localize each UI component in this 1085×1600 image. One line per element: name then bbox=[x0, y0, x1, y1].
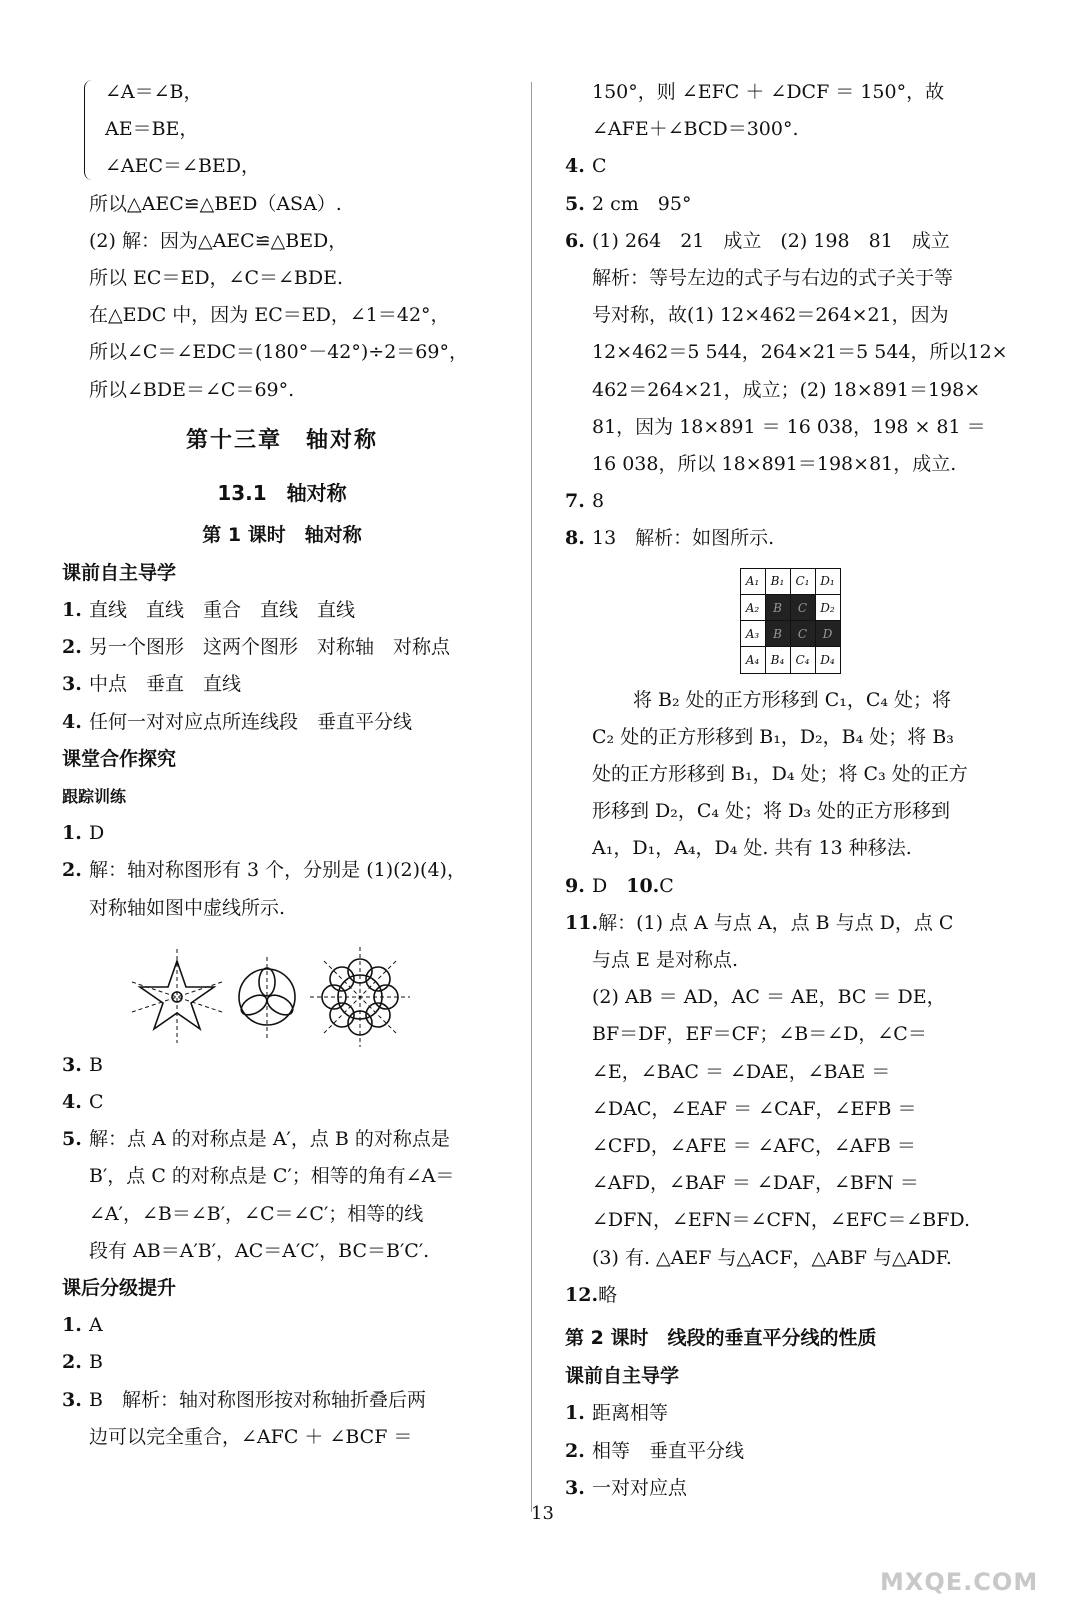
text-line: (2) AB ＝ AD，AC ＝ AE，BC ＝ DE， bbox=[592, 986, 946, 1009]
item-number: 1. bbox=[565, 1402, 585, 1425]
answer-item bbox=[565, 186, 1015, 223]
answer-item bbox=[62, 852, 502, 889]
text-line: ∠CFD，∠AFE ＝ ∠AFC，∠AFB ＝ bbox=[592, 1135, 916, 1158]
answer-item bbox=[62, 1307, 502, 1344]
square-grid-figure bbox=[565, 568, 1015, 674]
item-number: 3. bbox=[62, 1053, 82, 1076]
item-number: 4. bbox=[565, 155, 585, 178]
answer-item bbox=[565, 148, 1015, 185]
track-heading: 跟踪训练 bbox=[62, 787, 127, 807]
text-line: 所以 EC＝ED，∠C＝∠BDE. bbox=[89, 267, 344, 290]
text-line: 处的正方形移到 B₁，D₄ 处；将 C₃ 处的正方 bbox=[592, 763, 968, 786]
item-number: 11. bbox=[565, 911, 599, 934]
grid-cell-filled: C bbox=[790, 621, 815, 647]
text-line: BF＝DF，EF＝CF；∠B＝∠D，∠C＝ bbox=[592, 1023, 927, 1046]
item-text: 8 bbox=[592, 490, 605, 513]
text-line: (3) 有. △AEF 与△ACF，△ABF 与△ADF. bbox=[592, 1246, 952, 1269]
text-line: 形移到 D₂，C₄ 处；将 D₃ 处的正方形移到 bbox=[592, 800, 951, 823]
answer-item bbox=[62, 592, 502, 629]
grid-cell: A₂ bbox=[740, 594, 765, 620]
grid-cell-filled: C bbox=[790, 594, 815, 620]
grid-cell-filled: B bbox=[765, 594, 790, 620]
item-text: D bbox=[592, 874, 627, 897]
text-line: ∠DFN，∠EFN＝∠CFN，∠EFC＝∠BFD. bbox=[592, 1209, 970, 1232]
grid-cell: B₄ bbox=[765, 647, 790, 673]
item-text: 解：轴对称图形有 3 个，分别是 (1)(2)(4)， bbox=[89, 859, 466, 882]
grid-cell-filled: D bbox=[815, 621, 840, 647]
column-divider bbox=[531, 82, 532, 1512]
item-text: C bbox=[592, 155, 607, 178]
page-number: 13 bbox=[531, 1503, 554, 1524]
grid-cell: C₄ bbox=[790, 647, 815, 673]
section-title: 13.1 轴对称 bbox=[217, 480, 347, 505]
item-text: 直线 直线 重合 直线 直线 bbox=[89, 599, 356, 622]
answer-item bbox=[565, 1470, 1015, 1507]
item-number: 1. bbox=[62, 1314, 82, 1337]
answer-item bbox=[565, 520, 1015, 557]
item-number: 9. bbox=[565, 874, 585, 897]
item-number: 3. bbox=[565, 1476, 585, 1499]
answer-item bbox=[62, 1121, 502, 1158]
item-text: (1) 264 21 成立 (2) 198 81 成立 bbox=[592, 229, 950, 252]
item-number: 1. bbox=[62, 599, 82, 622]
text-line: 12×462＝5 544，264×21＝5 544，所以12× bbox=[592, 341, 1008, 364]
item-text: B bbox=[89, 1053, 103, 1076]
answer-item bbox=[62, 629, 502, 666]
text-line: 在△EDC 中，因为 EC＝ED，∠1＝42°， bbox=[89, 304, 450, 327]
grid-cell: A₃ bbox=[740, 621, 765, 647]
item-text: 一对对应点 bbox=[592, 1476, 688, 1499]
item-number: 6. bbox=[565, 229, 585, 252]
right-column bbox=[565, 74, 1015, 1507]
item-number: 2. bbox=[62, 1351, 82, 1374]
item-text: 略 bbox=[598, 1283, 618, 1306]
answer-item bbox=[62, 704, 502, 741]
item-number: 12. bbox=[565, 1283, 599, 1306]
item-text: 相等 垂直平分线 bbox=[592, 1439, 745, 1462]
text-line: AE＝BE， bbox=[105, 118, 199, 141]
square-grid bbox=[740, 568, 841, 674]
pre-class-heading: 课前自主导学 bbox=[62, 561, 177, 584]
text-line: 所以△AEC≌△BED（ASA）. bbox=[89, 192, 342, 215]
lesson-2-title: 第 2 课时 线段的垂直平分线的性质 bbox=[565, 1327, 877, 1350]
item-text: 任何一对对应点所连线段 垂直平分线 bbox=[89, 710, 413, 733]
text-line: 号对称，故(1) 12×462＝264×21，因为 bbox=[592, 304, 949, 327]
text-line: 与点 E 是对称点. bbox=[592, 949, 738, 972]
item-number: 3. bbox=[62, 1388, 82, 1411]
brace-mark bbox=[84, 80, 93, 180]
text-line: 对称轴如图中虚线所示. bbox=[89, 896, 286, 919]
grid-cell: A₁ bbox=[740, 568, 765, 594]
item-text: D bbox=[89, 822, 105, 845]
text-line: ∠E，∠BAC ＝ ∠DAE，∠BAE ＝ bbox=[592, 1060, 891, 1083]
answer-item bbox=[565, 905, 1015, 942]
grid-cell: D₂ bbox=[815, 594, 840, 620]
grid-cell-filled: B bbox=[765, 621, 790, 647]
answer-item bbox=[565, 1277, 1015, 1314]
item-text: 解：点 A 的对称点是 A′，点 B 的对称点是 bbox=[89, 1128, 450, 1151]
text-line: 解析：等号左边的式子与右边的式子关于等 bbox=[592, 267, 954, 290]
answer-item bbox=[62, 1047, 502, 1084]
answer-item bbox=[565, 483, 1015, 520]
text-line: B′，点 C 的对称点是 C′；相等的角有∠A＝ bbox=[89, 1165, 455, 1188]
grid-cell: B₁ bbox=[765, 568, 790, 594]
answer-item bbox=[565, 223, 1015, 260]
text-line: 所以∠BDE＝∠C＝69°. bbox=[89, 378, 295, 401]
text-line: ∠DAC，∠EAF ＝ ∠CAF，∠EFB ＝ bbox=[592, 1097, 917, 1120]
text-line: A₁，D₁，A₄，D₄ 处. 共有 13 种移法. bbox=[592, 837, 912, 860]
text-line: ∠AEC＝∠BED， bbox=[105, 155, 261, 178]
text-line: 所以∠C＝∠EDC＝(180°－42°)÷2＝69°， bbox=[89, 341, 468, 364]
text-line: (2) 解：因为△AEC≌△BED， bbox=[89, 229, 348, 252]
text-line: 16 038，所以 18×891＝198×81，成立. bbox=[592, 453, 957, 476]
item-number: 1. bbox=[62, 822, 82, 845]
after-class-heading: 课后分级提升 bbox=[62, 1277, 177, 1300]
item-number: 2. bbox=[62, 859, 82, 882]
item-number: 10. bbox=[626, 874, 660, 897]
answer-item bbox=[62, 815, 502, 852]
text-line: 81，因为 18×891 ＝ 16 038，198 × 81 ＝ bbox=[592, 415, 986, 438]
left-column bbox=[62, 74, 502, 1456]
pre-class-heading-2: 课前自主导学 bbox=[565, 1365, 680, 1388]
item-number: 7. bbox=[565, 490, 585, 513]
item-number: 2. bbox=[565, 1439, 585, 1462]
symmetric-shapes-illustration bbox=[62, 927, 502, 1047]
item-text: A bbox=[89, 1314, 103, 1337]
text-line: ∠A′，∠B＝∠B′，∠C＝∠C′；相等的线 bbox=[89, 1202, 424, 1225]
item-text: C bbox=[659, 874, 674, 897]
answer-item bbox=[565, 1395, 1015, 1432]
text-line: ∠A＝∠B， bbox=[105, 81, 203, 103]
grid-cell: C₁ bbox=[790, 568, 815, 594]
text-line: ∠AFE＋∠BCD＝300°. bbox=[592, 118, 799, 141]
item-text: C bbox=[89, 1091, 104, 1114]
item-number: 4. bbox=[62, 1091, 82, 1114]
answer-item bbox=[62, 666, 502, 703]
answer-item bbox=[62, 1344, 502, 1381]
item-text: 13 解析：如图所示. bbox=[592, 527, 775, 550]
answer-item bbox=[62, 1084, 502, 1121]
text-line: 150°，则 ∠EFC ＋ ∠DCF ＝ 150°，故 bbox=[592, 81, 945, 103]
item-number: 5. bbox=[565, 192, 585, 215]
item-text: 另一个图形 这两个图形 对称轴 对称点 bbox=[89, 636, 451, 659]
answer-item bbox=[62, 1382, 502, 1419]
text-line: 462＝264×21，成立；(2) 18×891＝198× bbox=[592, 378, 981, 401]
item-number: 8. bbox=[565, 527, 585, 550]
lesson-title: 第 1 课时 轴对称 bbox=[202, 523, 362, 546]
item-text: 解：(1) 点 A 与点 A，点 B 与点 D，点 C bbox=[598, 911, 954, 934]
item-number: 3. bbox=[62, 673, 82, 696]
item-text: 中点 垂直 直线 bbox=[89, 673, 242, 696]
text-line: 边可以完全重合，∠AFC ＋ ∠BCF ＝ bbox=[89, 1425, 413, 1448]
chapter-title: 第十三章 轴对称 bbox=[185, 427, 378, 453]
symmetry-figures bbox=[62, 927, 502, 1047]
coop-heading: 课堂合作探究 bbox=[62, 747, 177, 770]
item-number: 5. bbox=[62, 1128, 82, 1151]
condition-brace bbox=[62, 74, 502, 186]
watermark-logo: MXQE.COM bbox=[880, 1568, 1039, 1596]
text-line: 段有 AB＝A′B′，AC＝A′C′，BC＝B′C′. bbox=[89, 1239, 430, 1262]
text-line: 将 B₂ 处的正方形移到 C₁，C₄ 处；将 bbox=[633, 688, 952, 711]
grid-cell: D₄ bbox=[815, 647, 840, 673]
item-text: 距离相等 bbox=[592, 1402, 669, 1425]
item-number: 4. bbox=[62, 710, 82, 733]
grid-cell: A₄ bbox=[740, 647, 765, 673]
item-number: 2. bbox=[62, 636, 82, 659]
answer-item bbox=[565, 868, 1015, 905]
item-text: B bbox=[89, 1351, 103, 1374]
text-line: C₂ 处的正方形移到 B₁，D₂，B₄ 处；将 B₃ bbox=[592, 725, 954, 748]
text-line: ∠AFD，∠BAF ＝ ∠DAF，∠BFN ＝ bbox=[592, 1172, 919, 1195]
answer-item bbox=[565, 1433, 1015, 1470]
item-text: 2 cm 95° bbox=[592, 192, 692, 215]
item-text: B 解析：轴对称图形按对称轴折叠后两 bbox=[89, 1388, 426, 1411]
grid-cell: D₁ bbox=[815, 568, 840, 594]
